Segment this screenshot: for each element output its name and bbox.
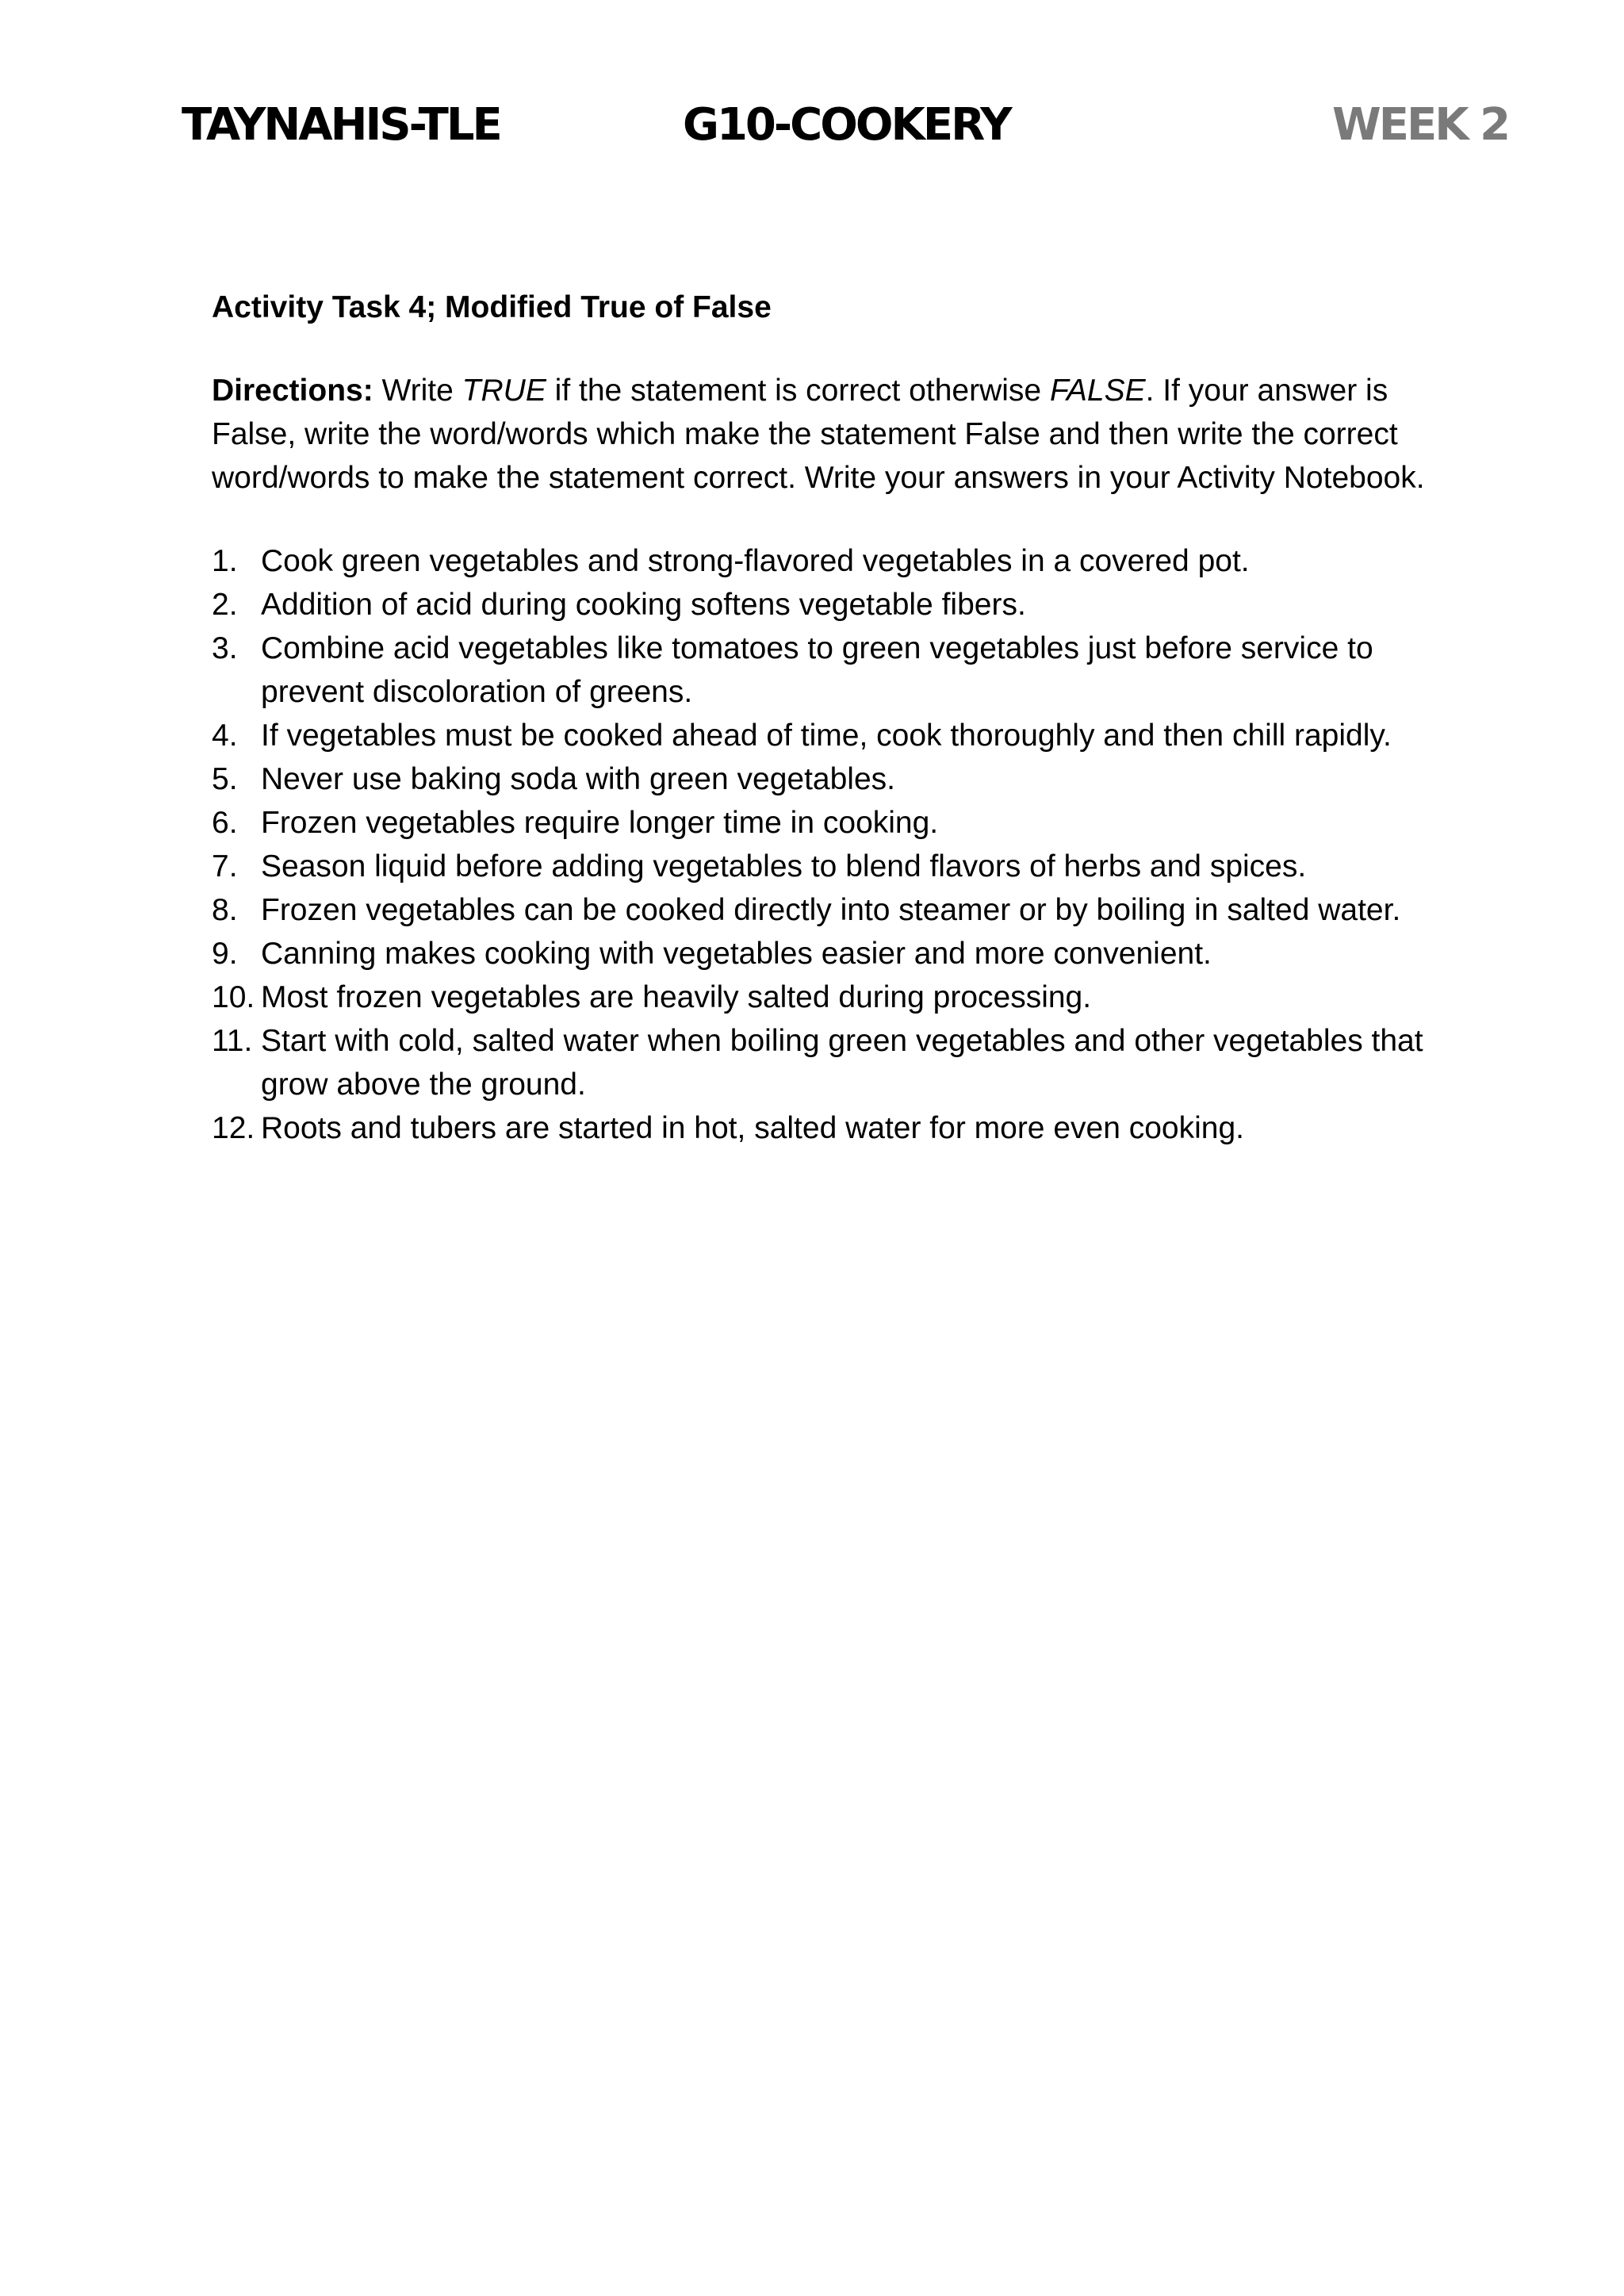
list-item xyxy=(212,888,1465,932)
directions-true-word: TRUE xyxy=(462,374,546,408)
item-text: Addition of acid during cooking softens vegetable fibers. xyxy=(261,588,1026,622)
item-number: 7. xyxy=(212,849,238,884)
statement-list xyxy=(212,539,1465,1150)
item-number: 4. xyxy=(212,719,238,753)
list-item xyxy=(212,1106,1465,1150)
list-item xyxy=(212,932,1465,976)
item-number: 9. xyxy=(212,937,238,971)
list-item xyxy=(212,757,1465,801)
list-item xyxy=(212,627,1465,714)
item-number: 2. xyxy=(212,588,238,622)
list-item xyxy=(212,1019,1465,1106)
item-text: Cook green vegetables and strong-flavored vegetables in a covered pot. xyxy=(261,544,1250,578)
header-week: WEEK 2 xyxy=(1332,99,1509,151)
directions-label: Directions: xyxy=(212,374,373,408)
item-text: Most frozen vegetables are heavily salted during processing. xyxy=(261,980,1092,1014)
page-header xyxy=(0,94,1624,157)
list-item xyxy=(212,714,1465,757)
list-item xyxy=(212,976,1465,1019)
item-number: 1. xyxy=(212,544,238,578)
item-text: Never use baking soda with green vegetables. xyxy=(261,762,895,796)
item-text: Frozen vegetables require longer time in cooking. xyxy=(261,806,939,840)
header-subject: G10-COOKERY xyxy=(683,99,1010,151)
directions-text-1: Write xyxy=(373,374,462,408)
item-text: Frozen vegetables can be cooked directly into steamer or by boiling in salted water. xyxy=(261,893,1401,927)
list-item xyxy=(212,583,1465,627)
item-number: 3. xyxy=(212,631,238,665)
item-text: Season liquid before adding vegetables to blend flavors of herbs and spices. xyxy=(261,849,1307,884)
item-text: Start with cold, salted water when boiling green vegetables and other vegetables that grow above the ground. xyxy=(261,1024,1423,1102)
activity-content xyxy=(212,286,1465,1150)
item-number: 8. xyxy=(212,893,238,927)
list-item xyxy=(212,845,1465,888)
header-school: TAYNAHIS-TLE xyxy=(182,99,500,151)
item-text: If vegetables must be cooked ahead of time, cook thoroughly and then chill rapidly. xyxy=(261,719,1392,753)
item-number: 11. xyxy=(212,1024,253,1058)
item-text: Combine acid vegetables like tomatoes to green vegetables just before service to prevent discoloration of greens. xyxy=(261,631,1373,709)
directions-text-3: . If your answer is False, write the word/words which make the statement False and then write the correct word/words to make the statement correct. Write your answers in your Activity Notebook. xyxy=(212,374,1425,495)
activity-title: Activity Task 4; Modified True of False xyxy=(212,290,772,324)
directions-text-2: if the statement is correct otherwise xyxy=(546,374,1050,408)
directions-paragraph xyxy=(212,369,1465,500)
item-number: 10. xyxy=(212,980,255,1014)
directions-false-word: FALSE xyxy=(1049,374,1146,408)
item-number: 12. xyxy=(212,1111,255,1145)
item-text: Roots and tubers are started in hot, salted water for more even cooking. xyxy=(261,1111,1245,1145)
list-item xyxy=(212,801,1465,845)
item-text: Canning makes cooking with vegetables easier and more convenient. xyxy=(261,937,1212,971)
item-number: 5. xyxy=(212,762,238,796)
list-item xyxy=(212,539,1465,583)
item-number: 6. xyxy=(212,806,238,840)
